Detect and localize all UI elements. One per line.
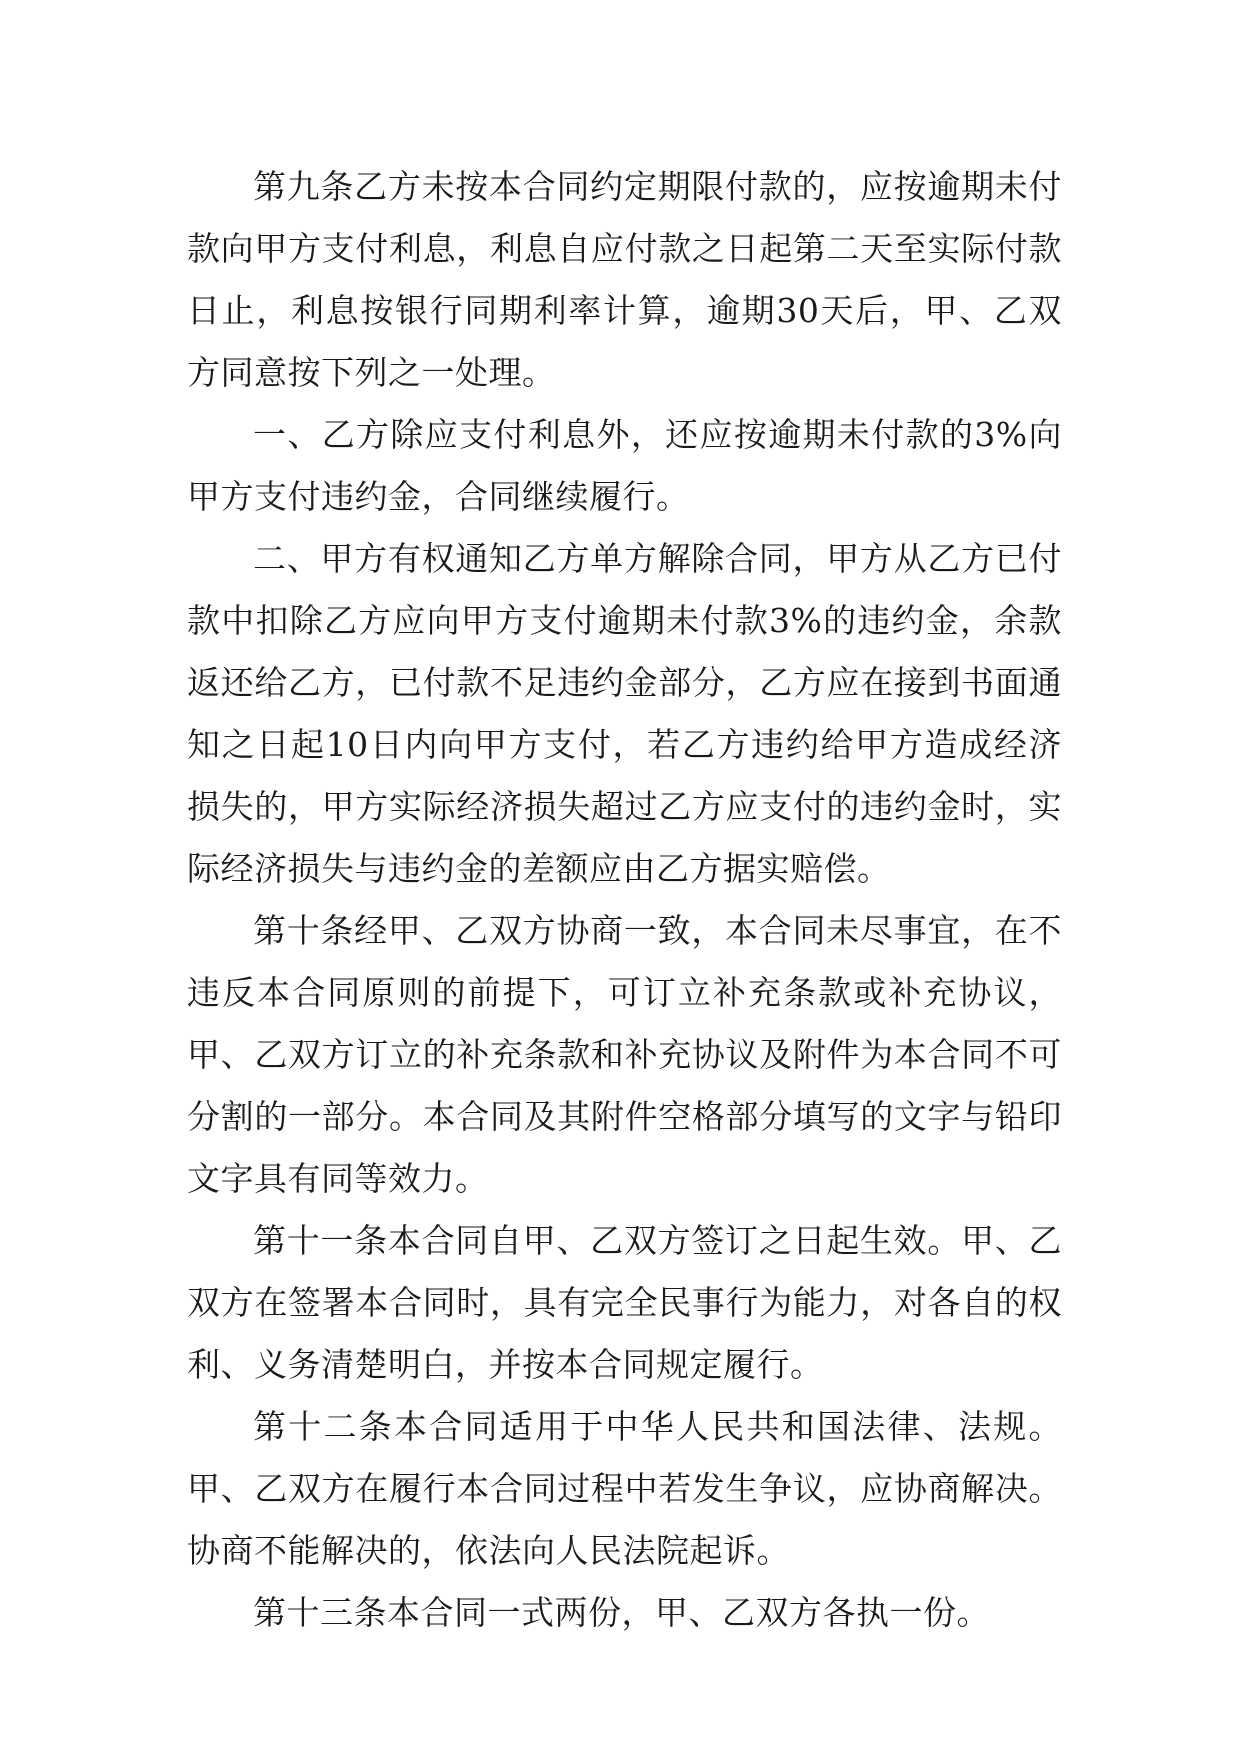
paragraph-article-12: 第十二条本合同适用于中华人民共和国法律、法规。甲、乙双方在履行本合同过程中若发生争议，应协商解决。协商不能解决的，依法向人民法院起诉。 <box>187 1407 1062 1570</box>
document-body <box>187 156 1062 1644</box>
paragraph-option-2: 二、甲方有权通知乙方单方解除合同，甲方从乙方已付款中扣除乙方应向甲方支付逾期未付款3%的违约金，余款返还给乙方，已付款不足违约金部分，乙方应在接到书面通知之日起10日内向甲方支付，若乙方违约给甲方造成经济损失的，甲方实际经济损失超过乙方应支付的违约金时，实际经济损失与违约金的差额应由乙方据实赔偿。 <box>187 539 1062 888</box>
paragraph-article-10: 第十条经甲、乙双方协商一致，本合同未尽事宜，在不违反本合同原则的前提下，可订立补充条款或补充协议，甲、乙双方订立的补充条款和补充协议及附件为本合同不可分割的一部分。本合同及其附件空格部分填写的文字与铅印文字具有同等效力。 <box>187 911 1062 1198</box>
paragraph-article-9: 第九条乙方未按本合同约定期限付款的，应按逾期未付款向甲方支付利息，利息自应付款之日起第二天至实际付款日止，利息按银行同期利率计算，逾期30天后，甲、乙双方同意按下列之一处理。 <box>187 167 1062 392</box>
paragraph-option-1: 一、乙方除应支付利息外，还应按逾期未付款的3%向甲方支付违约金，合同继续履行。 <box>187 415 1062 516</box>
paragraph-article-13: 第十三条本合同一式两份，甲、乙双方各执一份。 <box>253 1593 990 1632</box>
paragraph-article-11: 第十一条本合同自甲、乙双方签订之日起生效。甲、乙双方在签署本合同时，具有完全民事行为能力，对各自的权利、义务清楚明白，并按本合同规定履行。 <box>187 1221 1062 1384</box>
